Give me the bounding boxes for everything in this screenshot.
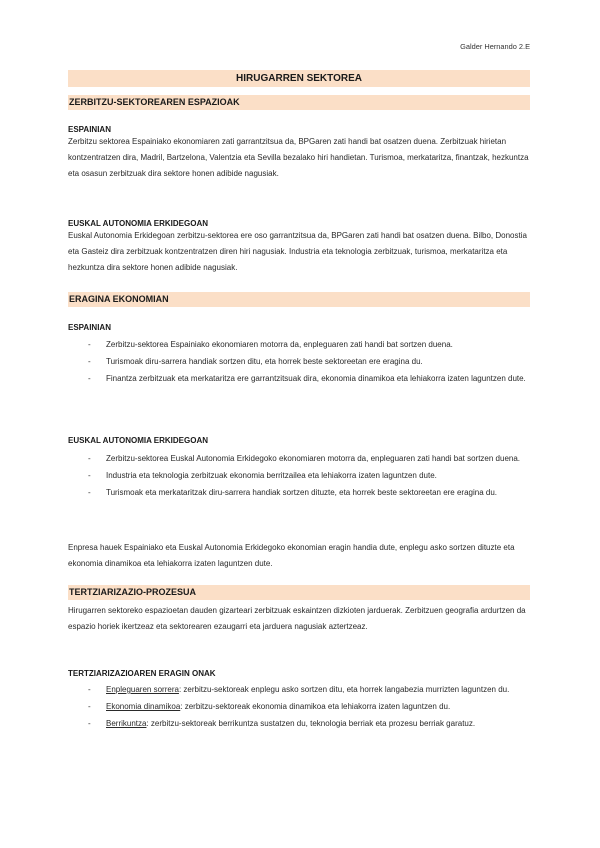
list-item: - Zerbitzu-sektorea Euskal Autonomia Erkidegoko ekonomiaren motorra da, enpleguaren zati handi bat sortzen duena. [88, 454, 521, 463]
list-item: - Industria eta teknologia zerbitzuak ekonomia berritzailea eta lehiakorra izaten laguntzen dute. [88, 471, 437, 480]
list-positive-effects [68, 682, 530, 733]
paragraph-economy-closing: Enpresa hauek Espainiako eta Euskal Autonomia Erkidegoko ekonomian eragin handia dute, enplegu asko sortzen dituzte eta ekonomia dinamikoa eta lehiakorra izaten laguntzen dute. [68, 543, 515, 568]
list-euskadi-economy [68, 451, 530, 502]
paragraph-euskadi-spaces: Euskal Autonomia Erkidegoan zerbitzu-sektorea ere oso garrantzitsua da, BPGaren zati handi bat osatzen duena. Bilbo, Donostia eta Gasteiz dira zerbitzuak kontzentratzen diren hiri nagusiak. Industria eta teknologia zerbitzuak, turismoa, merkataritza eta hezkuntza dira sektore honen adibide nagusiak. [68, 231, 527, 272]
list-item: - Ekonomia dinamikoa: zerbitzu-sektoreak ekonomia dinamikoa eta lehiakorra izaten laguntzen du. [88, 702, 451, 711]
subheading-spain-economy: ESPAINIAN [68, 323, 111, 332]
subheading-euskadi-spaces: EUSKAL AUTONOMIA ERKIDEGOAN [68, 219, 209, 228]
paragraph-tertiarization: Hirugarren sektoreko espazioetan dauden gizarteari zerbitzuak eskaintzen dizkioten jarduerak. Zerbitzuen geografia ardurtzen da espazio horiek ikertzeaz eta sektorearen ezaugarri eta jarduera nagusiak aztertzeaz. [68, 606, 526, 631]
author-name: Galder Hernando 2.E [460, 42, 530, 51]
list-item: - Turismoak diru-sarrera handiak sortzen ditu, eta horrek beste sektoreetan ere eragina du. [88, 357, 423, 366]
list-item: - Turismoak eta merkataritzak diru-sarrera handiak sortzen dituzte, eta horrek beste sektoreetan ere eragina du. [88, 488, 498, 497]
section-heading-spaces: ZERBITZU-SEKTOREAREN ESPAZIOAK [68, 95, 530, 110]
document-title: HIRUGARREN SEKTOREA [68, 70, 530, 87]
section-heading-tertiarization: TERTZIARIZAZIO-PROZESUA [68, 585, 530, 600]
paragraph-spain-spaces: Zerbitzu sektorea Espainiako ekonomiaren zati garrantzitsua da, BPGaren zati handi bat osatzen duena. Zerbitzuak hirietan kontzentratzen dira, Madril, Bartzelona, Valentzia eta Sevilla bezalako hiri handietan. Turismoa, merkataritza, finantzak, hezkuntza eta osasun zerbitzuak dira sektore honen adibide nagusiak. [68, 137, 529, 178]
list-spain-economy [68, 337, 530, 388]
section-heading-economy: ERAGINA EKONOMIAN [68, 292, 530, 307]
list-item: - Zerbitzu-sektorea Espainiako ekonomiaren motorra da, enpleguaren zati handi bat sortzen duena. [88, 340, 453, 349]
subheading-spain-spaces: ESPAINIAN [68, 125, 111, 134]
list-item: - Berrikuntza: zerbitzu-sektoreak berrikuntza sustatzen du, teknologia berriak eta prozesu berriak garatuz. [88, 719, 476, 728]
subheading-euskadi-economy: EUSKAL AUTONOMIA ERKIDEGOAN [68, 436, 209, 445]
subheading-positive-effects: TERTZIARIZAZIOAREN ERAGIN ONAK [68, 669, 216, 678]
list-item: - Enpleguaren sorrera: zerbitzu-sektoreak enplegu asko sortzen ditu, eta horrek langabezia murrizten laguntzen du. [88, 685, 510, 694]
list-item: - Finantza zerbitzuak eta merkataritza ere garrantzitsuak dira, ekonomia dinamikoa eta lehiakorra izaten laguntzen dute. [88, 374, 526, 383]
